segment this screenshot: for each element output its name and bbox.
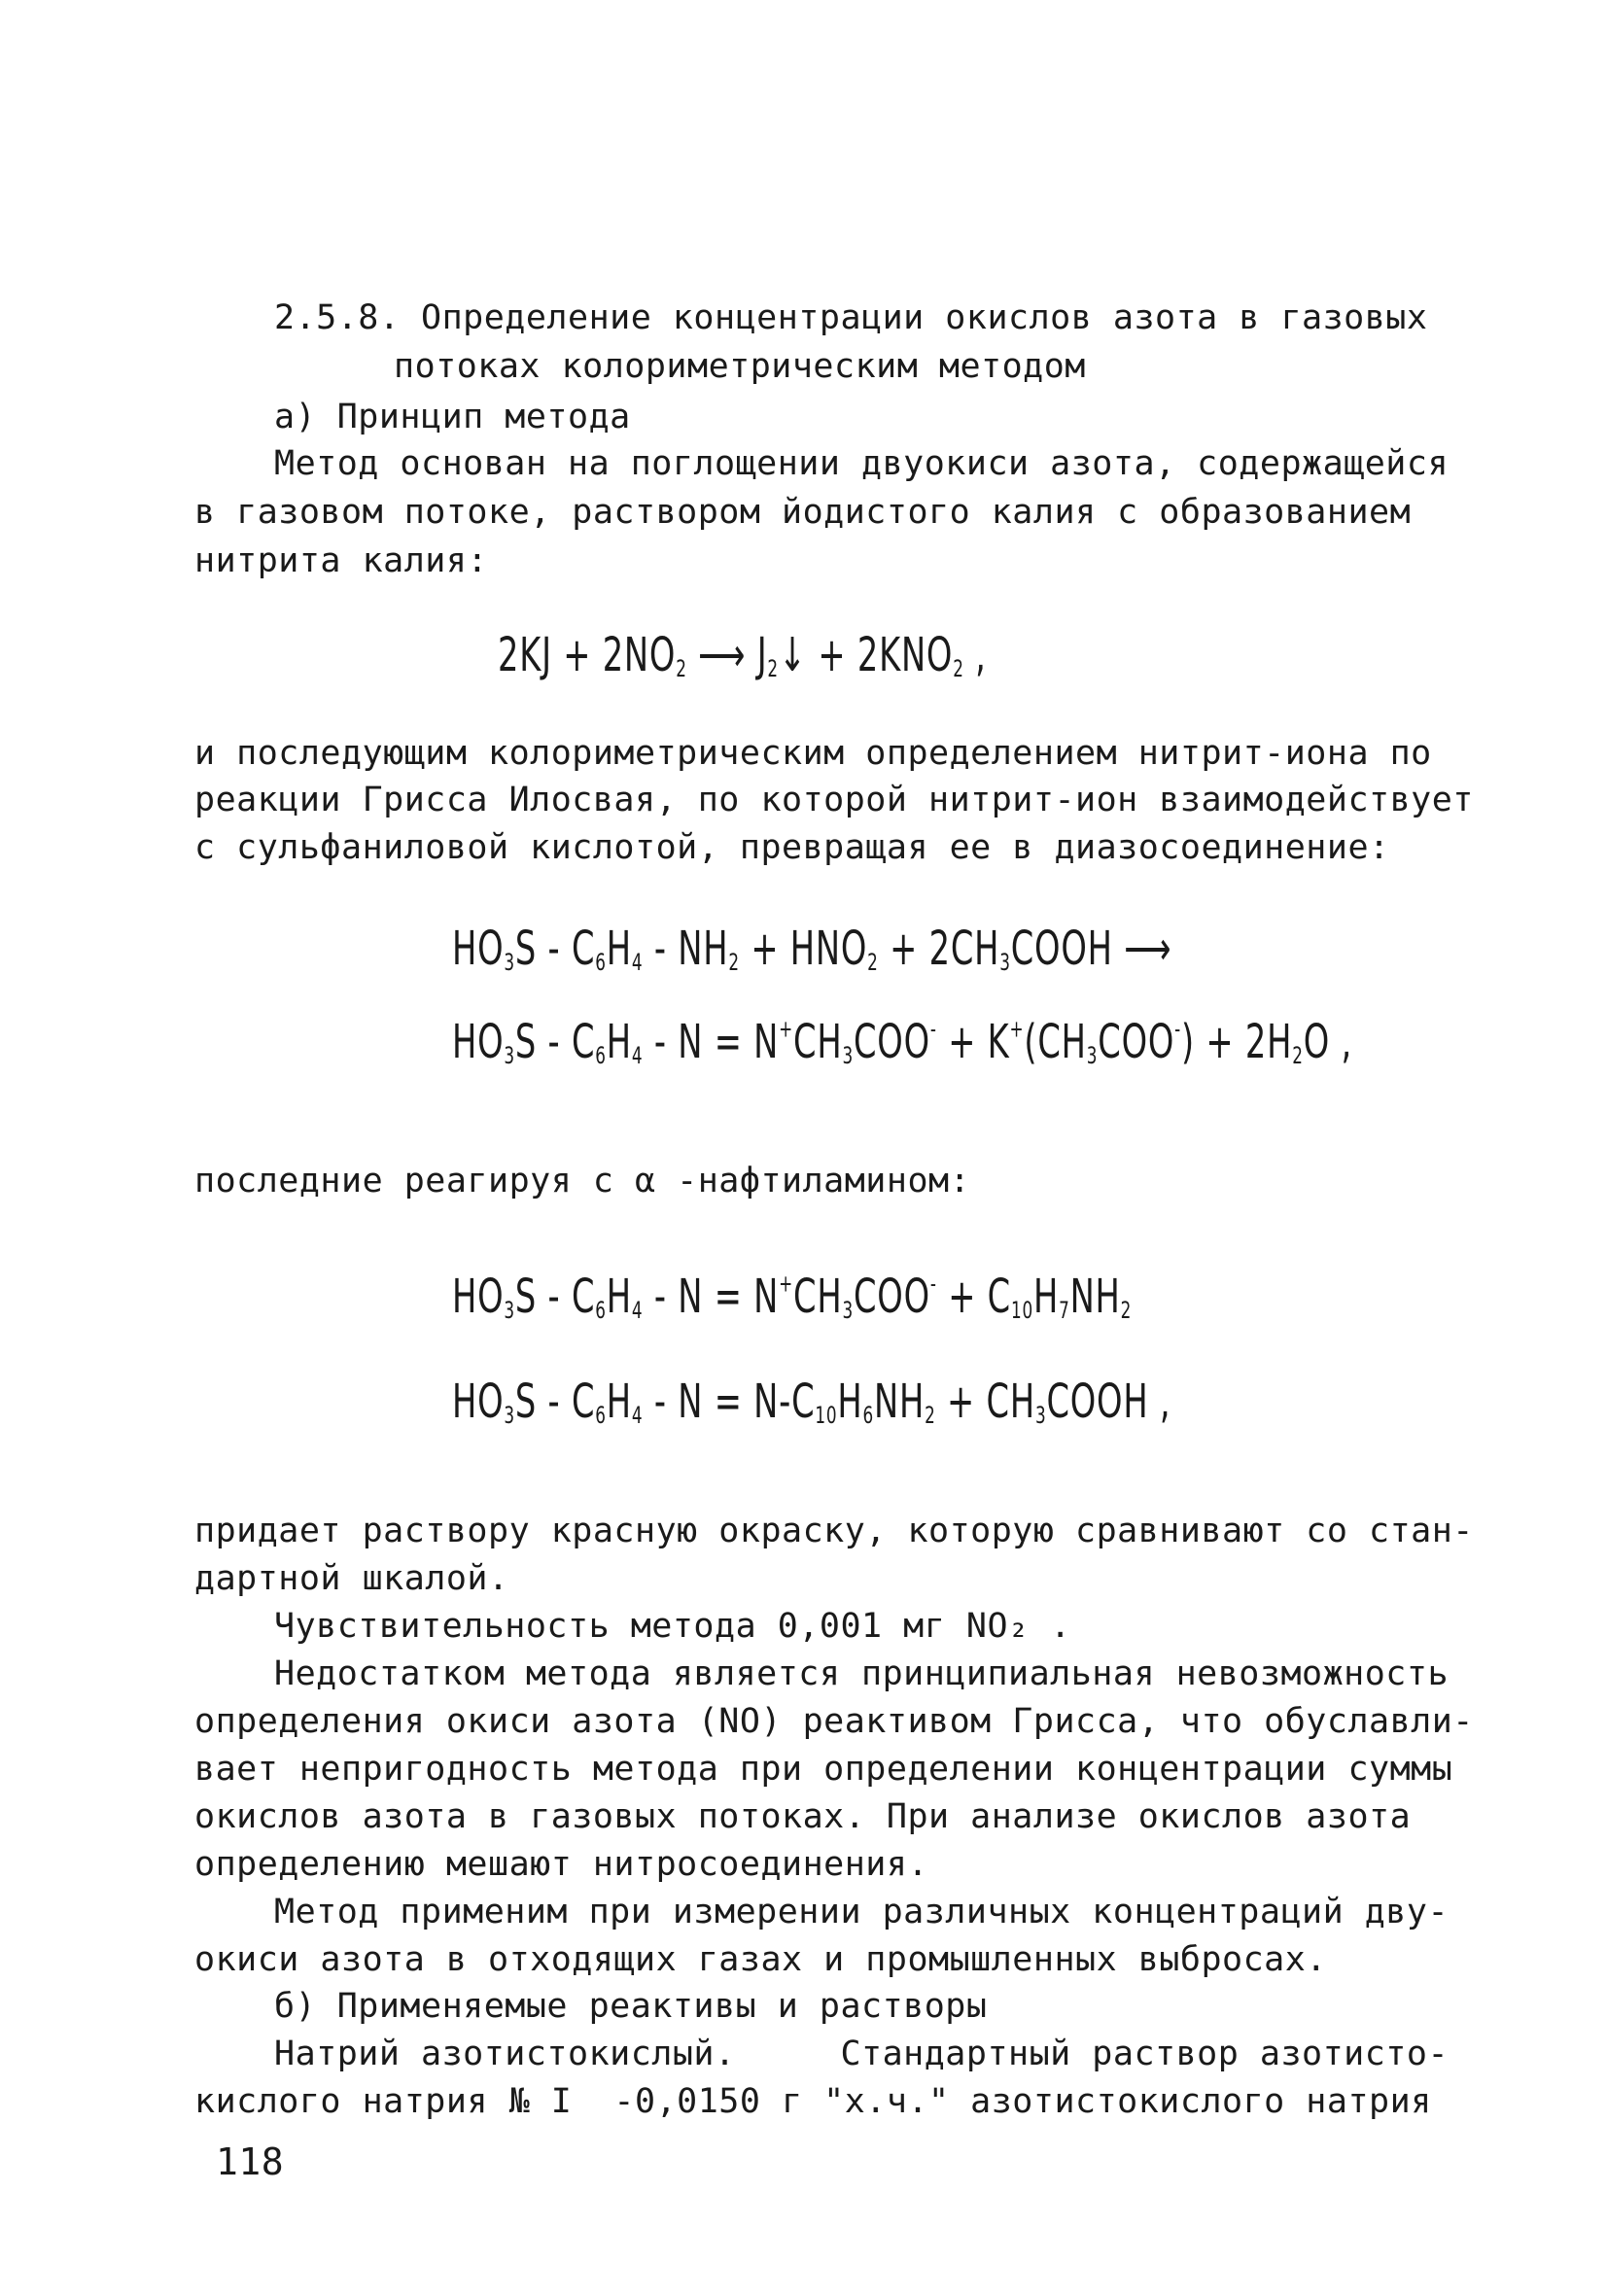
paragraph-line: окиси азота в отходящих газах и промышленных выбросах. — [194, 1940, 1327, 1979]
paragraph-line: Недостатком метода является принципиальная невозможность — [274, 1654, 1450, 1693]
paragraph-line: определения окиси азота (NO) реактивом Грисса, что обуславли- — [194, 1702, 1474, 1741]
formula-reaction-3: $HO_3S - C_6H_4 - N = N^+CH_3COO^- + K^+(CH_3COO^-) + 2H_2O$ , — [452, 1015, 1352, 1069]
paragraph-line: с сульфаниловой кислотой, превращая ее в диазосоединение: — [194, 828, 1390, 867]
paragraph-line: в газовом потоке, раствором йодистого калия с образованием — [194, 493, 1412, 532]
section-title-line-2: потоках колориметрическим методом — [394, 347, 1086, 386]
paragraph-line: и последующим колориметрическим определением нитрит-иона по — [194, 734, 1432, 773]
page-number: 118 — [216, 2140, 285, 2183]
formula-reaction-1: $2KJ + 2NO_2$ ⟶ $J_2↓ + 2KNO_2$ , — [498, 628, 987, 682]
paragraph-line: реакции Грисса Илосвая, по которой нитрит-ион взаимодействует — [194, 781, 1474, 819]
paragraph-line: Натрий азотистокислый. Стандартный раствор азотисто- — [274, 2035, 1450, 2073]
heading-principle: а) Принцип метода — [274, 398, 631, 436]
section-title-line-1: 2.5.8. Определение концентрации окислов азота в газовых — [274, 298, 1428, 337]
heading-reagents: б) Применяемые реактивы и растворы — [274, 1987, 988, 2026]
paragraph-line: нитрита калия: — [194, 541, 489, 580]
paragraph-line: придает раствору красную окраску, которую сравнивают со стан- — [194, 1512, 1474, 1550]
paragraph-line: кислого натрия № I -0,0150 г "х.ч." азотистокислого натрия — [194, 2082, 1432, 2121]
formula-reaction-5: $HO_3S - C_6H_4 - N = N-C_{10}H_6NH_2$ + $CH_3COOH$ , — [452, 1374, 1171, 1429]
paragraph-line: дартной шкалой. — [194, 1559, 509, 1598]
formula-reaction-2: $HO_3S - C_6H_4 - NH_2 + HNO_2$ + $2CH_3COOH$ ⟶ — [452, 922, 1172, 976]
paragraph-line: окислов азота в газовых потоках. При анализе окислов азота — [194, 1797, 1412, 1836]
formula-reaction-4: $HO_3S - C_6H_4 - N = N^+CH_3COO^- + C_{10}H_7NH_2$ — [452, 1270, 1133, 1324]
paragraph-line: Метод применим при измерении различных концентраций дву- — [274, 1893, 1450, 1931]
paragraph-line: последние реагируя с α -нафтиламином: — [194, 1162, 971, 1200]
paragraph-line: вает непригодность метода при определении концентрации суммы — [194, 1750, 1453, 1789]
paragraph-line: определению мешают нитросоединения. — [194, 1845, 929, 1884]
sensitivity-line: Чувствительность метода 0,001 мг NO₂ . — [274, 1607, 1071, 1646]
paragraph-line: Метод основан на поглощении двуокиси азота, содержащейся — [274, 444, 1450, 483]
